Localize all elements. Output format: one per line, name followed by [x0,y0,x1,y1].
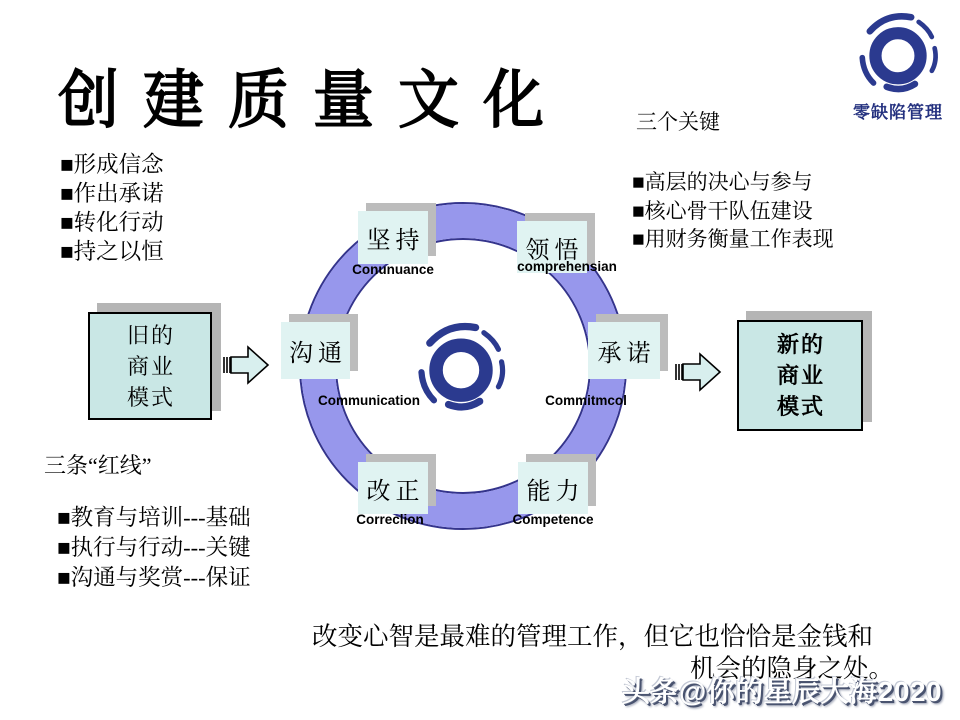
three-red-lines-heading: 三条“红线” [44,453,152,478]
new-model-line: 模式 [776,394,825,419]
new-business-model-box [737,320,863,431]
old-model-line: 模式 [126,384,175,410]
list-item: ■执行与行动---关键 [57,535,251,560]
cycle-node-correction-en: Correclion [356,512,424,527]
company-logo-text: 零缺陷管理 [853,103,943,122]
company-logo [842,2,954,123]
list-item: ■教育与培训---基础 [57,505,251,530]
right-arrow-icon [672,348,722,396]
new-model-line: 商业 [776,363,825,388]
cycle-node-competence: 能力 [518,462,588,514]
list-item: ■作出承诺 [60,181,164,206]
list-item: ■持之以恒 [60,239,164,264]
page-title: 创建质量文化 [58,66,569,137]
cycle-node-comprehension-en: comprehensian [517,259,617,274]
old-business-model-box [88,312,212,420]
cycle-node-correction: 改正 [358,462,428,514]
right-arrow-icon [220,341,270,389]
list-item: ■核心骨干队伍建设 [632,198,813,223]
cycle-node-communication: 沟通 [281,322,350,379]
beliefs-list [60,150,164,266]
list-item: ■沟通与奖赏---保证 [57,565,251,590]
new-model-line: 新的 [776,332,825,357]
three-red-lines-list [57,503,251,593]
list-item: ■用财务衡量工作表现 [632,227,834,251]
quote-line2: 机会的隐身之处。 [690,654,895,683]
cycle-node-commitment-en: Commitmcol [545,393,627,408]
watermark-text: 头条@你的星辰大海2020 [622,676,943,707]
cycle-node-commitment: 承诺 [588,322,660,379]
enso-brush-icon [851,2,945,102]
cycle-node-competence-en: Competence [512,512,594,527]
three-keys-heading: 三个关键 [636,110,720,134]
cycle-node-comprehension: 领悟 [517,221,587,273]
three-keys-list [632,168,834,254]
cycle-node-perseverance-en: Conunuance [352,262,434,277]
list-item: ■高层的决心与参与 [632,170,813,194]
old-model-line: 旧的 [126,322,175,348]
list-item: ■转化行动 [60,210,164,235]
list-item: ■形成信念 [60,152,164,177]
cycle-node-perseverance: 坚持 [358,211,428,264]
old-model-line: 商业 [126,353,175,379]
quote-line1: 改变心智是最难的管理工作，但它也恰恰是金钱和 [312,622,874,651]
cycle-node-communication-en: Communication [317,393,420,408]
